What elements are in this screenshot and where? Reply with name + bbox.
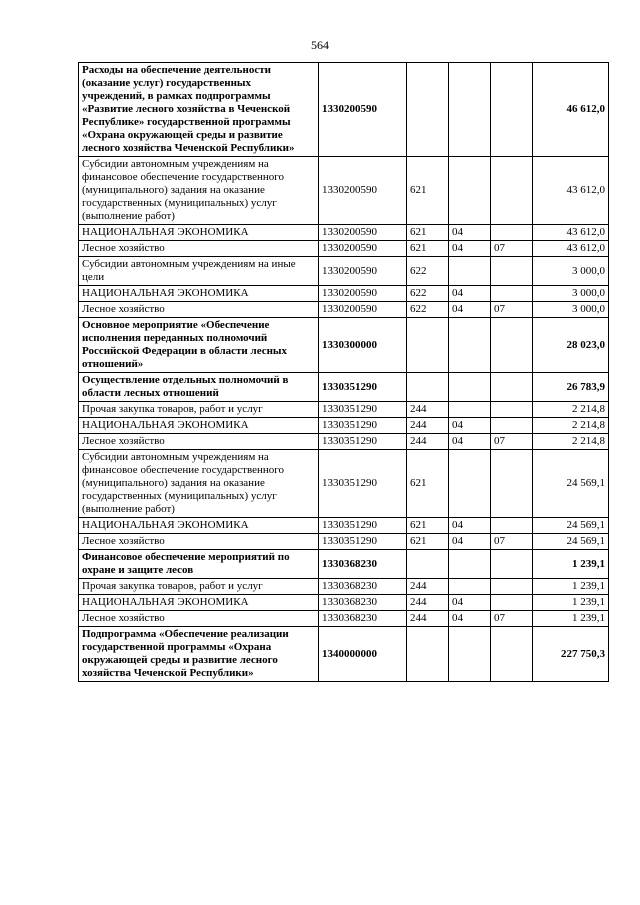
cell-subsection <box>491 627 533 682</box>
cell-target-code: 1330351290 <box>319 418 407 434</box>
cell-amount: 3 000,0 <box>533 286 609 302</box>
cell-name: Прочая закупка товаров, работ и услуг <box>79 402 319 418</box>
cell-expense-type: 621 <box>407 225 449 241</box>
cell-expense-type: 622 <box>407 302 449 318</box>
cell-subsection <box>491 318 533 373</box>
cell-name: Расходы на обеспечение деятельности (оказание услуг) государственных учреждений, в рамках подпрограммы «Развитие лесного хозяйства в Чеченской Республике» государственной программы «Охрана окружающей среды и развитие лесного хозяйства Чеченской Республики» <box>79 63 319 157</box>
cell-subsection <box>491 579 533 595</box>
cell-target-code: 1330351290 <box>319 518 407 534</box>
cell-target-code: 1330200590 <box>319 286 407 302</box>
cell-expense-type <box>407 373 449 402</box>
cell-name: Субсидии автономным учреждениям на иные цели <box>79 257 319 286</box>
cell-section <box>449 63 491 157</box>
cell-section <box>449 450 491 518</box>
cell-amount: 43 612,0 <box>533 225 609 241</box>
cell-subsection: 07 <box>491 534 533 550</box>
cell-target-code: 1330200590 <box>319 225 407 241</box>
cell-subsection: 07 <box>491 434 533 450</box>
cell-target-code: 1330351290 <box>319 373 407 402</box>
cell-expense-type <box>407 550 449 579</box>
table-row <box>79 627 609 682</box>
cell-amount: 43 612,0 <box>533 241 609 257</box>
cell-name: НАЦИОНАЛЬНАЯ ЭКОНОМИКА <box>79 595 319 611</box>
cell-section <box>449 373 491 402</box>
cell-expense-type: 621 <box>407 518 449 534</box>
table-row <box>79 402 609 418</box>
cell-amount: 2 214,8 <box>533 418 609 434</box>
budget-table-body <box>79 63 609 682</box>
cell-section: 04 <box>449 611 491 627</box>
cell-subsection <box>491 418 533 434</box>
cell-expense-type: 244 <box>407 579 449 595</box>
table-row <box>79 318 609 373</box>
cell-name: Лесное хозяйство <box>79 611 319 627</box>
table-row <box>79 373 609 402</box>
cell-section <box>449 579 491 595</box>
cell-subsection <box>491 373 533 402</box>
cell-section: 04 <box>449 302 491 318</box>
cell-section <box>449 402 491 418</box>
cell-section: 04 <box>449 225 491 241</box>
table-row <box>79 518 609 534</box>
cell-target-code: 1340000000 <box>319 627 407 682</box>
cell-name: НАЦИОНАЛЬНАЯ ЭКОНОМИКА <box>79 225 319 241</box>
cell-target-code: 1330351290 <box>319 534 407 550</box>
cell-amount: 24 569,1 <box>533 518 609 534</box>
cell-section: 04 <box>449 434 491 450</box>
cell-expense-type <box>407 63 449 157</box>
cell-subsection <box>491 286 533 302</box>
cell-amount: 1 239,1 <box>533 579 609 595</box>
table-row <box>79 157 609 225</box>
cell-subsection <box>491 450 533 518</box>
cell-amount: 24 569,1 <box>533 450 609 518</box>
table-row <box>79 595 609 611</box>
cell-name: НАЦИОНАЛЬНАЯ ЭКОНОМИКА <box>79 418 319 434</box>
cell-target-code: 1330200590 <box>319 241 407 257</box>
cell-amount: 2 214,8 <box>533 402 609 418</box>
cell-amount: 26 783,9 <box>533 373 609 402</box>
cell-section: 04 <box>449 418 491 434</box>
table-row <box>79 63 609 157</box>
table-row <box>79 302 609 318</box>
cell-name: НАЦИОНАЛЬНАЯ ЭКОНОМИКА <box>79 286 319 302</box>
cell-subsection <box>491 225 533 241</box>
cell-amount: 1 239,1 <box>533 611 609 627</box>
cell-expense-type: 244 <box>407 418 449 434</box>
cell-expense-type: 621 <box>407 534 449 550</box>
cell-name: НАЦИОНАЛЬНАЯ ЭКОНОМИКА <box>79 518 319 534</box>
table-row <box>79 225 609 241</box>
cell-section: 04 <box>449 534 491 550</box>
cell-name: Осуществление отдельных полномочий в области лесных отношений <box>79 373 319 402</box>
cell-target-code: 1330200590 <box>319 157 407 225</box>
cell-target-code: 1330368230 <box>319 579 407 595</box>
cell-target-code: 1330300000 <box>319 318 407 373</box>
cell-subsection <box>491 595 533 611</box>
cell-expense-type <box>407 318 449 373</box>
cell-amount: 24 569,1 <box>533 534 609 550</box>
cell-name: Финансовое обеспечение мероприятий по охране и защите лесов <box>79 550 319 579</box>
cell-subsection: 07 <box>491 302 533 318</box>
cell-target-code: 1330200590 <box>319 63 407 157</box>
table-row <box>79 550 609 579</box>
table-row <box>79 611 609 627</box>
cell-amount: 1 239,1 <box>533 595 609 611</box>
cell-target-code: 1330368230 <box>319 595 407 611</box>
cell-name: Лесное хозяйство <box>79 534 319 550</box>
cell-section <box>449 257 491 286</box>
table-row <box>79 434 609 450</box>
cell-expense-type: 621 <box>407 241 449 257</box>
table-row <box>79 286 609 302</box>
cell-name: Прочая закупка товаров, работ и услуг <box>79 579 319 595</box>
cell-target-code: 1330368230 <box>319 611 407 627</box>
cell-subsection <box>491 402 533 418</box>
cell-name: Субсидии автономным учреждениям на финансовое обеспечение государственного (муниципального) задания на оказание государственных (муниципальных) услуг (выполнение работ) <box>79 450 319 518</box>
cell-amount: 227 750,3 <box>533 627 609 682</box>
cell-target-code: 1330200590 <box>319 302 407 318</box>
cell-expense-type: 244 <box>407 402 449 418</box>
table-row <box>79 257 609 286</box>
cell-section: 04 <box>449 518 491 534</box>
cell-subsection <box>491 550 533 579</box>
table-row <box>79 450 609 518</box>
cell-section <box>449 157 491 225</box>
cell-section <box>449 318 491 373</box>
cell-section: 04 <box>449 241 491 257</box>
table-row <box>79 418 609 434</box>
cell-name: Основное мероприятие «Обеспечение исполнения переданных полномочий Российской Федерации в области лесных отношений» <box>79 318 319 373</box>
cell-expense-type: 244 <box>407 434 449 450</box>
cell-section: 04 <box>449 595 491 611</box>
cell-section <box>449 550 491 579</box>
cell-expense-type: 621 <box>407 157 449 225</box>
cell-amount: 2 214,8 <box>533 434 609 450</box>
cell-expense-type: 621 <box>407 450 449 518</box>
cell-name: Лесное хозяйство <box>79 434 319 450</box>
table-row <box>79 241 609 257</box>
cell-subsection <box>491 257 533 286</box>
table-row <box>79 579 609 595</box>
cell-expense-type <box>407 627 449 682</box>
cell-subsection: 07 <box>491 241 533 257</box>
cell-subsection <box>491 63 533 157</box>
cell-amount: 43 612,0 <box>533 157 609 225</box>
cell-amount: 46 612,0 <box>533 63 609 157</box>
cell-subsection: 07 <box>491 611 533 627</box>
cell-expense-type: 622 <box>407 257 449 286</box>
cell-name: Лесное хозяйство <box>79 241 319 257</box>
table-row <box>79 534 609 550</box>
cell-amount: 1 239,1 <box>533 550 609 579</box>
cell-target-code: 1330351290 <box>319 450 407 518</box>
cell-target-code: 1330351290 <box>319 402 407 418</box>
cell-section <box>449 627 491 682</box>
cell-subsection <box>491 157 533 225</box>
cell-amount: 28 023,0 <box>533 318 609 373</box>
budget-table <box>78 62 609 682</box>
page-number: 564 <box>311 38 329 52</box>
cell-name: Субсидии автономным учреждениям на финансовое обеспечение государственного (муниципального) задания на оказание государственных (муниципальных) услуг (выполнение работ) <box>79 157 319 225</box>
cell-section: 04 <box>449 286 491 302</box>
cell-expense-type: 622 <box>407 286 449 302</box>
cell-target-code: 1330200590 <box>319 257 407 286</box>
cell-amount: 3 000,0 <box>533 257 609 286</box>
cell-name: Подпрограмма «Обеспечение реализации государственной программы «Охрана окружающей среды и развитие лесного хозяйства Чеченской Республики» <box>79 627 319 682</box>
cell-name: Лесное хозяйство <box>79 302 319 318</box>
cell-subsection <box>491 518 533 534</box>
cell-expense-type: 244 <box>407 595 449 611</box>
cell-amount: 3 000,0 <box>533 302 609 318</box>
cell-expense-type: 244 <box>407 611 449 627</box>
cell-target-code: 1330368230 <box>319 550 407 579</box>
cell-target-code: 1330351290 <box>319 434 407 450</box>
